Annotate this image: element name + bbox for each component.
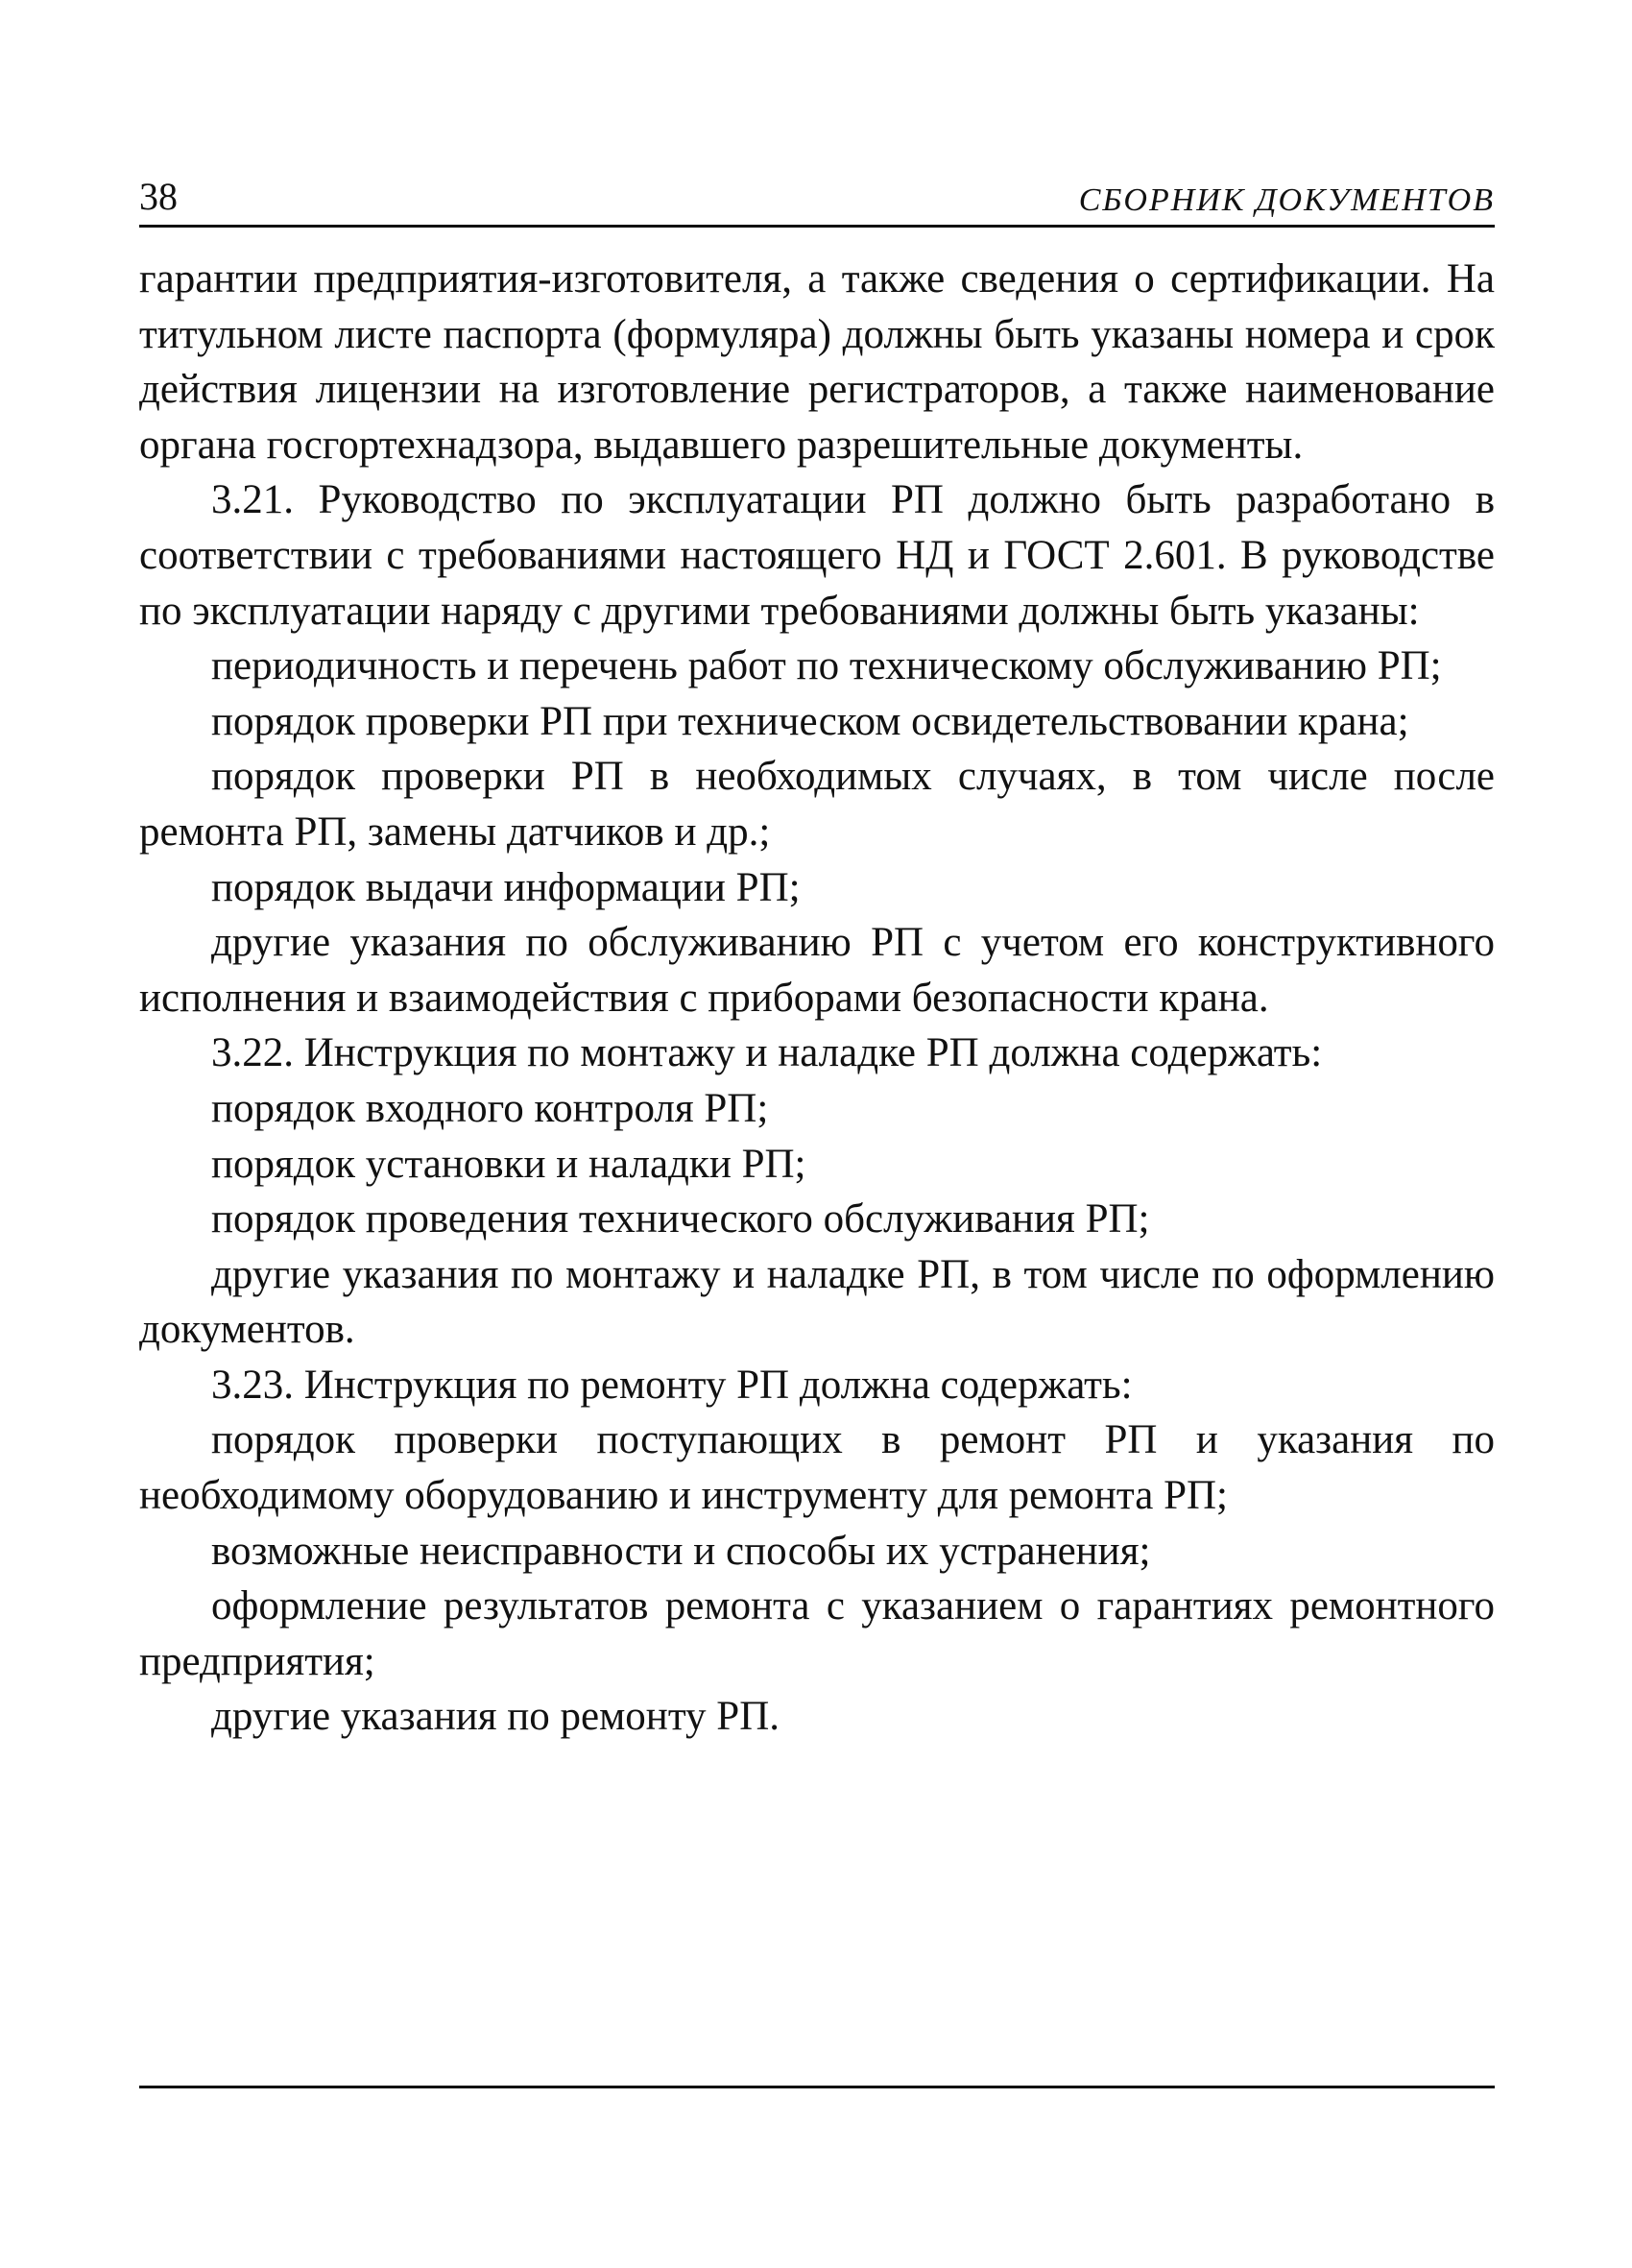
list-item: возможные неисправности и способы их устранения; xyxy=(211,1528,1151,1574)
list-item: порядок проверки РП в необходимых случаях, в том числе после ремонта РП, замены датчиков и др.; xyxy=(139,754,1495,855)
footer-rule xyxy=(139,2086,1495,2088)
list-item: порядок выдачи информации РП; xyxy=(211,864,801,910)
paragraph-3-23: 3.23. Инструкция по ремонту РП должна содержать: xyxy=(211,1362,1133,1408)
list-item: порядок проведения технического обслуживания РП; xyxy=(211,1196,1150,1243)
list-item: другие указания по обслуживанию РП с учетом его конструктивного исполнения и взаимодействия с приборами безопасности крана. xyxy=(139,920,1495,1021)
list-item: периодичность и перечень работ по техническому обслуживанию РП; xyxy=(211,643,1442,689)
list-item: другие указания по ремонту РП. xyxy=(211,1694,780,1740)
paragraph-3-21: 3.21. Руководство по эксплуатации РП должно быть разработано в соответствии с требованиями настоящего НД и ГОСТ 2.601. В руководстве по эксплуатации наряду с другими требованиями должны быть указаны: xyxy=(139,477,1495,634)
page-number: 38 xyxy=(139,175,178,218)
list-item: другие указания по монтажу и наладке РП, в том числе по оформлению документов. xyxy=(139,1251,1495,1353)
list-item: порядок входного контроля РП; xyxy=(211,1085,769,1131)
body-text xyxy=(139,252,1495,1745)
list-item: оформление результатов ремонта с указанием о гарантиях ремонтного предприятия; xyxy=(139,1583,1495,1684)
running-title: СБОРНИК ДОКУМЕНТОВ xyxy=(1078,182,1495,218)
page-header xyxy=(139,171,1495,228)
paragraph-continuation: гарантии предприятия-изготовителя, а также сведения о сертификации. На титульном листе паспорта (формуляра) должны быть указаны номера и срок действия лицензии на изготовление регистраторов, а также наименование органа госгортехнадзора, выдавшего разрешительные документы. xyxy=(139,256,1495,468)
list-item: порядок установки и наладки РП; xyxy=(211,1141,806,1187)
list-item: порядок проверки поступающих в ремонт РП и указания по необходимому оборудованию и инструменту для ремонта РП; xyxy=(139,1417,1495,1519)
paragraph-3-22: 3.22. Инструкция по монтажу и наладке РП должна содержать: xyxy=(211,1030,1323,1076)
list-item: порядок проверки РП при техническом освидетельствовании крана; xyxy=(211,698,1409,744)
